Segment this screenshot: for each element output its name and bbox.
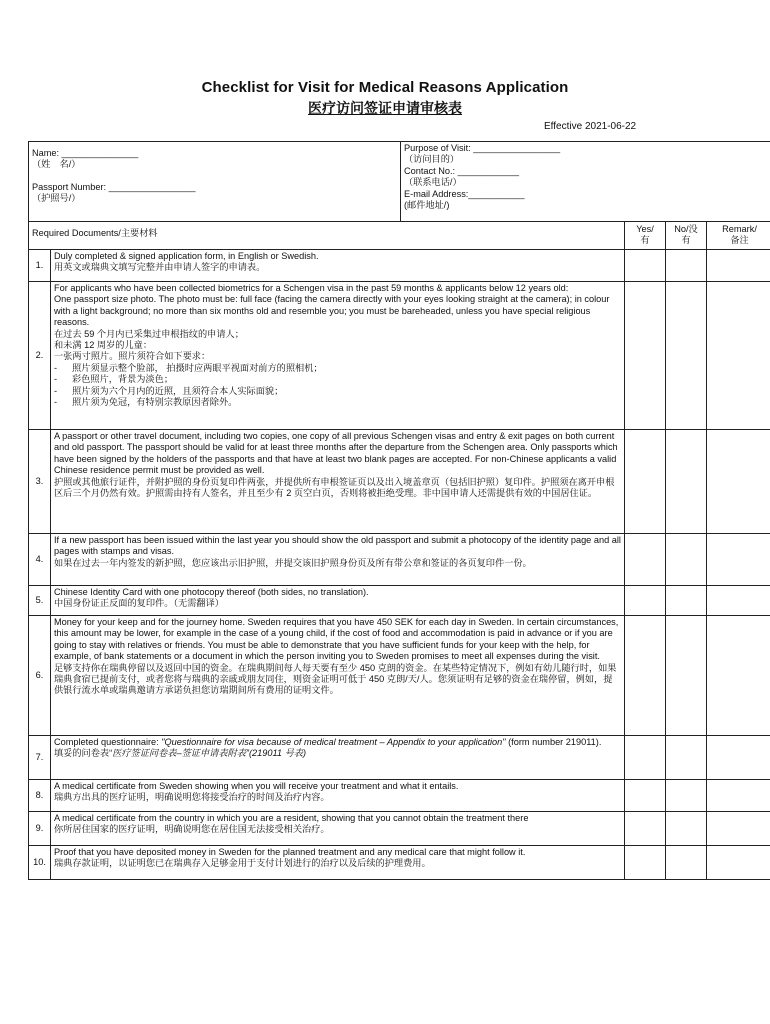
title-chinese: 医疗访问签证申请审核表 <box>308 100 462 116</box>
item-text-line: If a new passport has been issued within the last year you should show the old passport and submit a photocopy of the identity page and all pages with stamps and visas. <box>54 535 621 557</box>
questionnaire-prefix: Completed questionnaire: <box>54 737 162 747</box>
item-text-line: 足够支持你在瑞典停留以及返回中国的资金。在瑞典期间每人每天要有至少 450 克朗的资金。在某些特定情况下，例如有幼儿随行时，如果瑞典食宿已提前支付，或者您将与瑞典的亲戚或朋友同住，则资金证明可低于 450 克朗/天/人。您须证明有足够的资金在瑞停留，例如，提供银行流水单或瑞典邀请方承诺负担您访瑞期间所有费用的证明文件。 <box>54 662 617 696</box>
questionnaire-title: "Questionnaire for visa because of medical treatment – Appendix to your application" <box>161 737 506 747</box>
purpose-field[interactable]: Purpose of Visit: _________________ <box>404 143 561 153</box>
no-checkbox-cell[interactable] <box>666 586 707 616</box>
item-number: 6. <box>29 616 51 736</box>
remark-cell[interactable] <box>707 616 770 736</box>
no-checkbox-cell[interactable] <box>666 780 707 812</box>
item-text-line: 中国身份证正反面的复印件。（无需翻译） <box>54 598 224 609</box>
bullet-item <box>54 374 621 385</box>
item-text-line: Money for your keep and for the journey home. Sweden requires that you have 450 SEK for each day in Sweden. In certain circumstances, this amount may be lower, for example in the case of a young child, if the cost of food and accommodation is paid in advance or if you are going to stay with relatives or friends. You must be able to demonstrate that you have sufficient funds for your keep with the help, for example, of bank statements or a document in which the person inviting you to Sweden promises to meet all expenses during the visit. <box>54 617 619 662</box>
item-text-line: 瑞典存款证明，以证明您已在瑞典存入足够金用于支付计划进行的治疗以及后续的护理费用。 <box>54 858 431 869</box>
bullet-dash-icon: - <box>54 362 58 373</box>
yes-checkbox-cell[interactable] <box>625 250 666 282</box>
passport-label-zh: （护照号/） <box>32 193 81 204</box>
items-body <box>29 250 770 880</box>
applicant-info-right <box>401 142 770 222</box>
item-number: 10. <box>29 846 51 880</box>
no-header: No/没 有 <box>666 222 707 250</box>
table-row <box>29 736 770 780</box>
item-text-line: Duly completed & signed application form, in English or Swedish. <box>54 251 319 261</box>
yes-checkbox-cell[interactable] <box>625 430 666 534</box>
yes-checkbox-cell[interactable] <box>625 736 666 780</box>
no-checkbox-cell[interactable] <box>666 616 707 736</box>
remark-header: Remark/ 备注 <box>707 222 770 250</box>
yes-checkbox-cell[interactable] <box>625 282 666 430</box>
remark-cell[interactable] <box>707 586 770 616</box>
no-checkbox-cell[interactable] <box>666 430 707 534</box>
item-text-line: 如果在过去一年内签发的新护照，您应该出示旧护照，并提交该旧护照身份页及所有带公章和签证的各页复印件一份。 <box>54 557 532 568</box>
item-text-line: 一张两寸照片。照片须符合如下要求： <box>54 351 211 362</box>
questionnaire-line <box>54 737 621 748</box>
item-number: 9. <box>29 812 51 846</box>
item-number: 1. <box>29 250 51 282</box>
item-number: 4. <box>29 534 51 586</box>
yes-checkbox-cell[interactable] <box>625 586 666 616</box>
item-description <box>51 430 625 534</box>
bullet-dash-icon: - <box>54 374 58 385</box>
table-row <box>29 780 770 812</box>
item-number: 8. <box>29 780 51 812</box>
item-text-line: 用英文或瑞典文填写完整并由申请人签字的申请表。 <box>54 262 266 273</box>
effective-date: Effective 2021-06-22 <box>544 121 637 132</box>
table-row <box>29 846 770 880</box>
required-documents-header: Required Documents/主要材料 <box>29 222 625 250</box>
table-row <box>29 282 770 430</box>
email-field[interactable]: E-mail Address:___________ <box>404 188 525 199</box>
yes-checkbox-cell[interactable] <box>625 812 666 846</box>
item-description <box>51 616 625 736</box>
yes-checkbox-cell[interactable] <box>625 780 666 812</box>
item-description <box>51 846 625 880</box>
item-text-line: Chinese Identity Card with one photocopy thereof (both sides, no translation). <box>54 587 369 597</box>
bullet-dash-icon: - <box>54 397 58 408</box>
bullet-text: 照片须显示整个脸部， 拍摄时应两眼平视面对前方的照相机； <box>72 362 323 373</box>
remark-cell[interactable] <box>707 250 770 282</box>
item-text-line: 和未满 12 周岁的儿童： <box>54 340 153 351</box>
yes-checkbox-cell[interactable] <box>625 534 666 586</box>
bullet-item <box>54 363 621 374</box>
no-checkbox-cell[interactable] <box>666 736 707 780</box>
remark-cell[interactable] <box>707 430 770 534</box>
item-description <box>51 250 625 282</box>
questionnaire-line-zh <box>54 748 621 759</box>
item-text-line: 在过去 59 个月内已采集过申根指纹的申请人； <box>54 328 244 339</box>
no-checkbox-cell[interactable] <box>666 812 707 846</box>
table-row <box>29 250 770 282</box>
item-description <box>51 534 625 586</box>
item-text-line: For applicants who have been collected biometrics for a Schengen visa in the past 59 months & applicants below 12 years old: <box>54 283 569 293</box>
remark-cell[interactable] <box>707 282 770 430</box>
questionnaire-form-number: (form number 219011). <box>505 737 602 747</box>
checklist-table <box>28 141 770 880</box>
item-text-line: A passport or other travel document, including two copies, one copy of all previous Schengen visas and entry & exit pages on both current and old passport. The passport should be valid for at least three months after the departure from the Schengen area. Only passports which have been signed by the holders of the passports and that have at least two blank pages are accepted. For non-Chinese applicants a valid Chinese residence permit must be provided as well. <box>54 431 618 476</box>
yes-checkbox-cell[interactable] <box>625 846 666 880</box>
bullet-item <box>54 397 621 408</box>
name-field[interactable]: Name: _______________ <box>32 148 139 158</box>
item-text-line: A medical certificate from Sweden showing when you will receive your treatment and what it entails. <box>54 781 459 791</box>
table-row <box>29 616 770 736</box>
remark-cell[interactable] <box>707 736 770 780</box>
table-row <box>29 430 770 534</box>
questionnaire-prefix-zh: 填妥的问卷表“ <box>54 748 113 759</box>
remark-cell[interactable] <box>707 780 770 812</box>
item-text-line: 瑞典方出具的医疗证明，明确说明您将接受治疗的时间及治疗内容。 <box>54 792 330 803</box>
table-row <box>29 812 770 846</box>
applicant-info-left <box>29 142 401 222</box>
item-number: 5. <box>29 586 51 616</box>
item-text-line: 你所居住国家的医疗证明，明确说明您在居住国无法接受相关治疗。 <box>54 824 330 835</box>
contact-label-zh: （联系电话/） <box>404 177 462 188</box>
remark-cell[interactable] <box>707 534 770 586</box>
no-checkbox-cell[interactable] <box>666 846 707 880</box>
title-english: Checklist for Visit for Medical Reasons Application <box>201 79 569 96</box>
bullet-text: 彩色照片，背景为淡色； <box>72 374 174 385</box>
bullet-dash-icon: - <box>54 385 58 396</box>
item-number: 3. <box>29 430 51 534</box>
applicant-info-row <box>29 142 770 222</box>
email-label-zh: (邮件地址/) <box>404 200 450 211</box>
passport-number-field[interactable]: Passport Number: _________________ <box>32 181 196 192</box>
item-text-line: One passport size photo. The photo must be: full face (facing the camera directly with your eyes looking straight at the camera); in colour with a light background; no more than six months old and resemble you; you must be bareheaded, unless you have special religious reasons. <box>54 294 610 328</box>
table-row <box>29 534 770 586</box>
header-row <box>29 222 770 250</box>
item-text-line: Proof that you have deposited money in Sweden for the planned treatment and any medical care that might follow it. <box>54 847 526 857</box>
bullet-item <box>54 386 621 397</box>
contact-field[interactable]: Contact No.: ____________ <box>404 165 519 176</box>
item-description <box>51 736 625 780</box>
item-text-line: A medical certificate from the country in which you are a resident, showing that you cannot obtain the treatment there <box>54 813 529 823</box>
no-checkbox-cell[interactable] <box>666 250 707 282</box>
bullet-text: 照片须为六个月内的近照，且须符合本人实际面貌； <box>72 385 284 396</box>
bullet-text: 照片须为免冠，有特别宗教原因者除外。 <box>72 397 238 408</box>
item-description <box>51 586 625 616</box>
item-text-line: 护照或其他旅行证件，并附护照的身份页复印件两张，并提供所有申根签证页以及出入境盖章页（包括旧护照）复印件。护照须在离开申根区后三个月仍然有效。护照需由持有人签名，并且至少有 2 页空白页，否则将被拒绝受理。非中国申请人还需提供有效的中国居住证。 <box>54 476 615 499</box>
yes-checkbox-cell[interactable] <box>625 616 666 736</box>
item-number: 2. <box>29 282 51 430</box>
item-description <box>51 282 625 430</box>
item-number: 7. <box>29 736 51 780</box>
purpose-label-zh: （访问目的） <box>404 154 460 165</box>
table-row <box>29 586 770 616</box>
remark-cell[interactable] <box>707 846 770 880</box>
no-checkbox-cell[interactable] <box>666 534 707 586</box>
yes-header: Yes/ 有 <box>625 222 666 250</box>
item-description <box>51 780 625 812</box>
remark-cell[interactable] <box>707 812 770 846</box>
item-description <box>51 812 625 846</box>
no-checkbox-cell[interactable] <box>666 282 707 430</box>
questionnaire-title-zh: 医疗签证问卷表–签证申请表附表”(219011 号表) <box>112 748 307 759</box>
name-label-zh: （姓 名/） <box>32 159 81 170</box>
